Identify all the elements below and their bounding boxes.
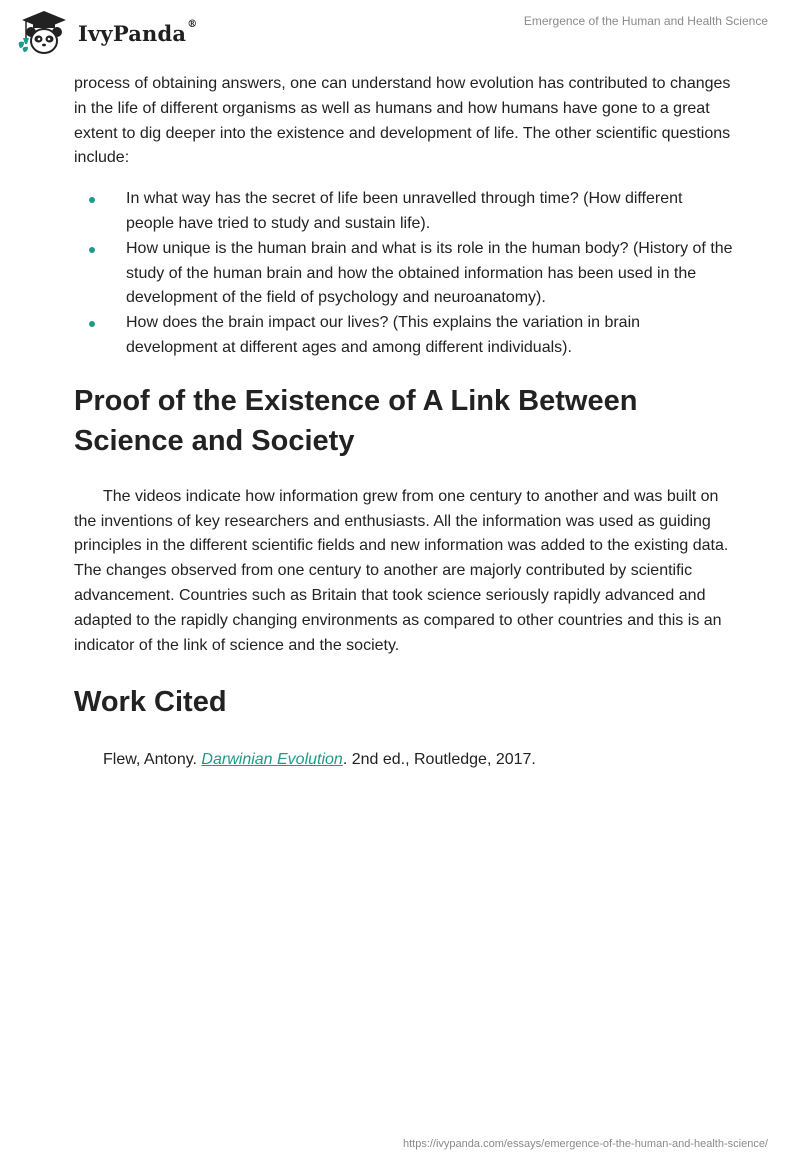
- essay-content: [74, 72, 734, 773]
- bullet-icon: [89, 197, 95, 203]
- citation-entry: [74, 748, 734, 773]
- panda-graduate-icon: [14, 8, 74, 58]
- list-item-text: How unique is the human brain and what is its role in the human body? (History of the study of the human brain and how the obtained information has been used in the development of the field of psychology and neuroanatomy).: [126, 239, 733, 307]
- intro-paragraph: process of obtaining answers, one can understand how evolution has contributed to changes in the life of different organisms as well as humans and how humans have gone to a great extent to dig deeper into the existence and development of life. The other scientific questions include:: [74, 75, 731, 167]
- citation-author: Flew, Antony.: [103, 751, 202, 769]
- citation-details: . 2nd ed., Routledge, 2017.: [342, 751, 536, 769]
- list-item: [74, 187, 734, 237]
- section-heading-science-society: Proof of the Existence of A Link Between Science and Society: [74, 384, 638, 457]
- footer-url[interactable]: https://ivypanda.com/essays/emergence-of-the-human-and-health-science/: [402, 1138, 768, 1150]
- list-item: [74, 311, 734, 361]
- registered-mark: ®: [187, 18, 198, 30]
- section-heading-work-cited: Work Cited: [74, 686, 227, 719]
- ivypanda-logo[interactable]: [14, 8, 197, 58]
- brand-name: IvyPanda®: [78, 18, 198, 46]
- citation-title-link[interactable]: Darwinian Evolution: [201, 751, 343, 769]
- section-paragraph: The videos indicate how information grew from one century to another and was built on the inventions of key researchers and enthusiasts. All the information was used as guiding principles in the different scientific fields and new information was added to the existing data. The changes observed from one century to another are majorly contributed by scientific advancement. Countries such as Britain that took science seriously rapidly advanced and adapted to the rapidly changing environments as compared to other countries and this is an indicator of the link of science and the society.: [74, 487, 729, 654]
- bullet-icon: [89, 321, 95, 327]
- list-item-text: How does the brain impact our lives? (This explains the variation in brain development at different ages and among different individuals).: [126, 314, 641, 356]
- document-title: Emergence of the Human and Health Science: [523, 14, 768, 28]
- questions-list: [74, 187, 734, 361]
- list-item-text: In what way has the secret of life been unravelled through time? (How different people have tried to study and sustain life).: [126, 190, 683, 232]
- bullet-icon: [89, 247, 95, 253]
- list-item: [74, 237, 734, 311]
- page-header: [0, 0, 800, 70]
